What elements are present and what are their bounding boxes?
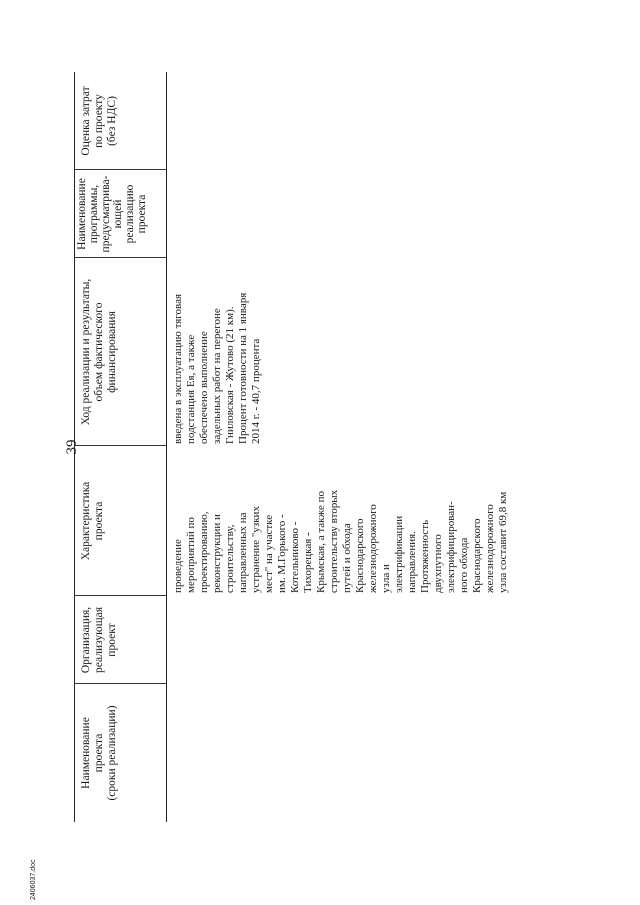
header-characteristic: Характеристика проекта (80, 481, 105, 561)
footer-code: 2406037.doc (30, 859, 37, 900)
header-cost: Оценка затрат по проекту (без НДС) (80, 86, 118, 156)
header-organization: Организация, реализующая проект (80, 606, 118, 674)
table-header-bottom-border (166, 72, 167, 822)
table-top-border (74, 72, 75, 822)
header-project-name: Наименование проекта (сроки реализации) (80, 705, 118, 801)
page-number: 39 (64, 439, 80, 455)
document-footer (30, 840, 40, 900)
cell-progress: введена в эксплуатацию тяговая подстанция Ея, а также обеспечено выполнение задельных работ на перегоне Гниловская - Жутово (21 км). Процент готовности на 1 января 2014 г. - 40,7 процента (172, 292, 262, 444)
header-program: Наименование программы, предусматрива- ющей реализацию проекта (76, 175, 148, 253)
cell-characteristic: проведение мероприятий по проектированию, реконструкции и строительству, направленных на устранение "узких мест" на участке им. М.Горького - Котельниково - Тихорецкая - Крымская, а также по строительству вторых путей и обхода Краснодарского железнодорожного узла и электрификации направления. Протяженность двухпутного электрифицирован- ного обхода Краснодарского железнодорожного узла составит 69,8 км (172, 489, 509, 593)
rotated-table-sheet (60, 72, 585, 822)
header-progress: Ход реализации и результаты, объем фактического финансирования (80, 278, 118, 426)
